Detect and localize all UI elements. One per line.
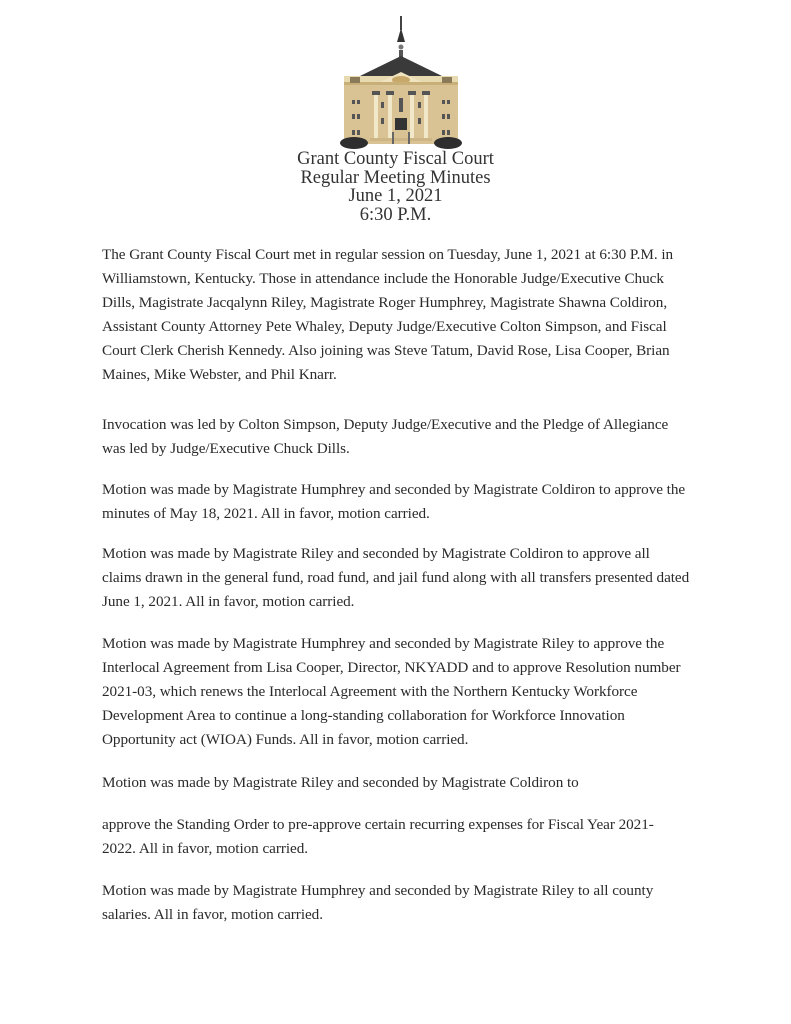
text-line: Maines, Mike Webster, and Phil Knarr.: [102, 366, 337, 383]
text-line: Motion was made by Magistrate Riley and seconded by Magistrate Coldiron to approve all: [102, 545, 650, 562]
standing-order-paragraph: [102, 813, 722, 861]
text-line: was led by Judge/Executive Chuck Dills.: [102, 440, 350, 457]
text-line: Motion was made by Magistrate Humphrey and seconded by Magistrate Riley to all county: [102, 882, 654, 899]
text-line: June 1, 2021. All in favor, motion carried.: [102, 593, 355, 610]
text-line: Invocation was led by Colton Simpson, Deputy Judge/Executive and the Pledge of Allegiance: [102, 416, 669, 433]
document-header: [0, 150, 791, 224]
salaries-paragraph: [102, 879, 722, 927]
meeting-date: June 1, 2021: [348, 186, 443, 206]
invocation-paragraph: [102, 413, 722, 461]
text-line: The Grant County Fiscal Court met in regular session on Tuesday, June 1, 2021 at 6:30 P.M. in: [102, 246, 674, 263]
text-line: Motion was made by Magistrate Humphrey and seconded by Magistrate Riley to approve the: [102, 635, 665, 652]
text-line: 2021-03, which renews the Interlocal Agreement with the Northern Kentucky Workforce: [102, 683, 638, 700]
minutes-approval-paragraph: [102, 478, 722, 526]
courthouse-logo: [340, 14, 462, 150]
text-line: minutes of May 18, 2021. All in favor, motion carried.: [102, 505, 430, 522]
interlocal-agreement-paragraph: [102, 632, 722, 752]
standing-order-motion-paragraph: [102, 771, 722, 795]
text-line: Court Clerk Cherish Kennedy. Also joining was Steve Tatum, David Rose, Lisa Cooper, Brian: [102, 342, 670, 359]
document-subtitle: Regular Meeting Minutes: [300, 167, 491, 188]
claims-approval-paragraph: [102, 542, 722, 614]
text-line: Opportunity act (WIOA) Funds. All in favor, motion carried.: [102, 731, 469, 748]
text-line: Motion was made by Magistrate Humphrey and seconded by Magistrate Coldiron to approve the: [102, 481, 686, 498]
text-line: claims drawn in the general fund, road fund, and jail fund along with all transfers presented dated: [102, 569, 690, 586]
text-line: Motion was made by Magistrate Riley and seconded by Magistrate Coldiron to: [102, 774, 579, 791]
text-line: Development Area to continue a long-standing collaboration for Workforce Innovation: [102, 707, 625, 724]
attendance-paragraph: [102, 243, 722, 387]
document-title: Grant County Fiscal Court: [297, 149, 494, 169]
text-line: Assistant County Attorney Pete Whaley, Deputy Judge/Executive Colton Simpson, and Fiscal: [102, 318, 667, 335]
text-line: Dills, Magistrate Jacqalynn Riley, Magistrate Roger Humphrey, Magistrate Shawna Coldiron,: [102, 294, 668, 311]
text-line: 2022. All in favor, motion carried.: [102, 840, 309, 857]
text-line: salaries. All in favor, motion carried.: [102, 906, 323, 923]
courthouse-icon: [340, 14, 462, 150]
meeting-time: 6:30 P.M.: [359, 204, 432, 225]
text-line: Williamstown, Kentucky. Those in attendance include the Honorable Judge/Executive Chuck: [102, 270, 664, 287]
text-line: approve the Standing Order to pre-approve certain recurring expenses for Fiscal Year 2021-: [102, 816, 654, 833]
minutes-body: [102, 243, 722, 927]
text-line: Interlocal Agreement from Lisa Cooper, Director, NKYADD and to approve Resolution number: [102, 659, 681, 676]
